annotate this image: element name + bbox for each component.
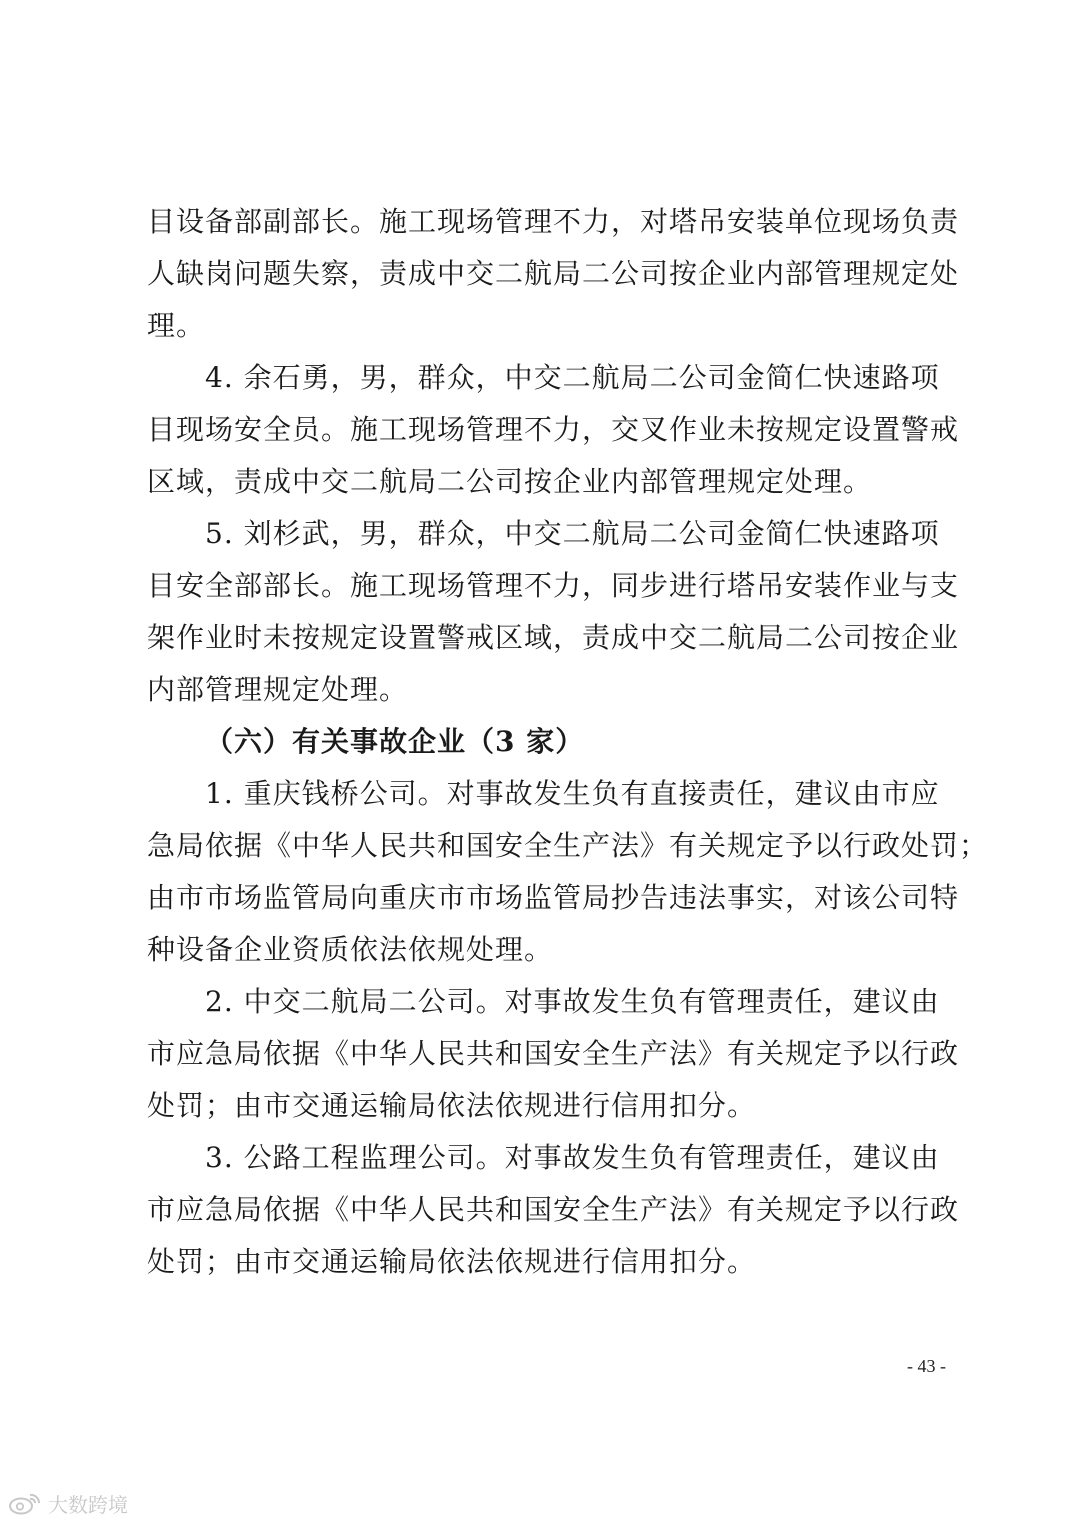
text-line: 3. 公路工程监理公司。对事故发生负有管理责任，建议由: [205, 1141, 940, 1174]
weibo-logo-icon: [8, 1491, 42, 1515]
text-line: 急局依据《中华人民共和国安全生产法》有关规定予以行政处罚；: [147, 829, 989, 862]
paragraph: [147, 1132, 960, 1288]
watermark: [8, 1490, 128, 1516]
text-line: 区域，责成中交二航局二公司按企业内部管理规定处理。: [147, 465, 873, 498]
page-number: - 43 -: [907, 1356, 946, 1376]
text-line: 1. 重庆钱桥公司。对事故发生负有直接责任，建议由市应: [205, 777, 940, 810]
text-line: 4. 余石勇，男，群众，中交二航局二公司金简仁快速路项: [205, 361, 940, 394]
text-line: 目现场安全员。施工现场管理不力，交叉作业未按规定设置警戒: [147, 413, 960, 446]
text-line: 处罚；由市交通运输局依法依规进行信用扣分。: [147, 1089, 757, 1122]
paragraph: [147, 976, 960, 1132]
watermark-text: 大数跨境: [48, 1492, 128, 1517]
paragraph: [147, 768, 989, 976]
text-line: 处罚；由市交通运输局依法依规进行信用扣分。: [147, 1245, 757, 1278]
text-line: 种设备企业资质依法依规处理。: [147, 933, 554, 966]
text-line: 目安全部部长。施工现场管理不力，同步进行塔吊安装作业与支: [147, 569, 960, 602]
text-line: 人缺岗问题失察，责成中交二航局二公司按企业内部管理规定处: [147, 257, 960, 290]
paragraph: [147, 508, 960, 716]
text-line: 内部管理规定处理。: [147, 673, 409, 706]
text-line: （六）有关事故企业（3 家）: [205, 725, 585, 758]
text-line: 5. 刘杉武，男，群众，中交二航局二公司金简仁快速路项: [205, 517, 940, 550]
text-line: 市应急局依据《中华人民共和国安全生产法》有关规定予以行政: [147, 1193, 960, 1226]
text-line: 2. 中交二航局二公司。对事故发生负有管理责任，建议由: [205, 985, 940, 1018]
text-line: 理。: [147, 309, 206, 342]
paragraph: [147, 352, 960, 508]
text-line: 由市市场监管局向重庆市市场监管局抄告违法事实，对该公司特: [147, 881, 960, 914]
document-body: [147, 196, 989, 1288]
text-line: 市应急局依据《中华人民共和国安全生产法》有关规定予以行政: [147, 1037, 960, 1070]
text-line: 架作业时未按规定设置警戒区域，责成中交二航局二公司按企业: [147, 621, 960, 654]
section-heading: [147, 716, 947, 768]
paragraph: [147, 196, 960, 352]
text-line: 目设备部副部长。施工现场管理不力，对塔吊安装单位现场负责: [147, 205, 960, 238]
